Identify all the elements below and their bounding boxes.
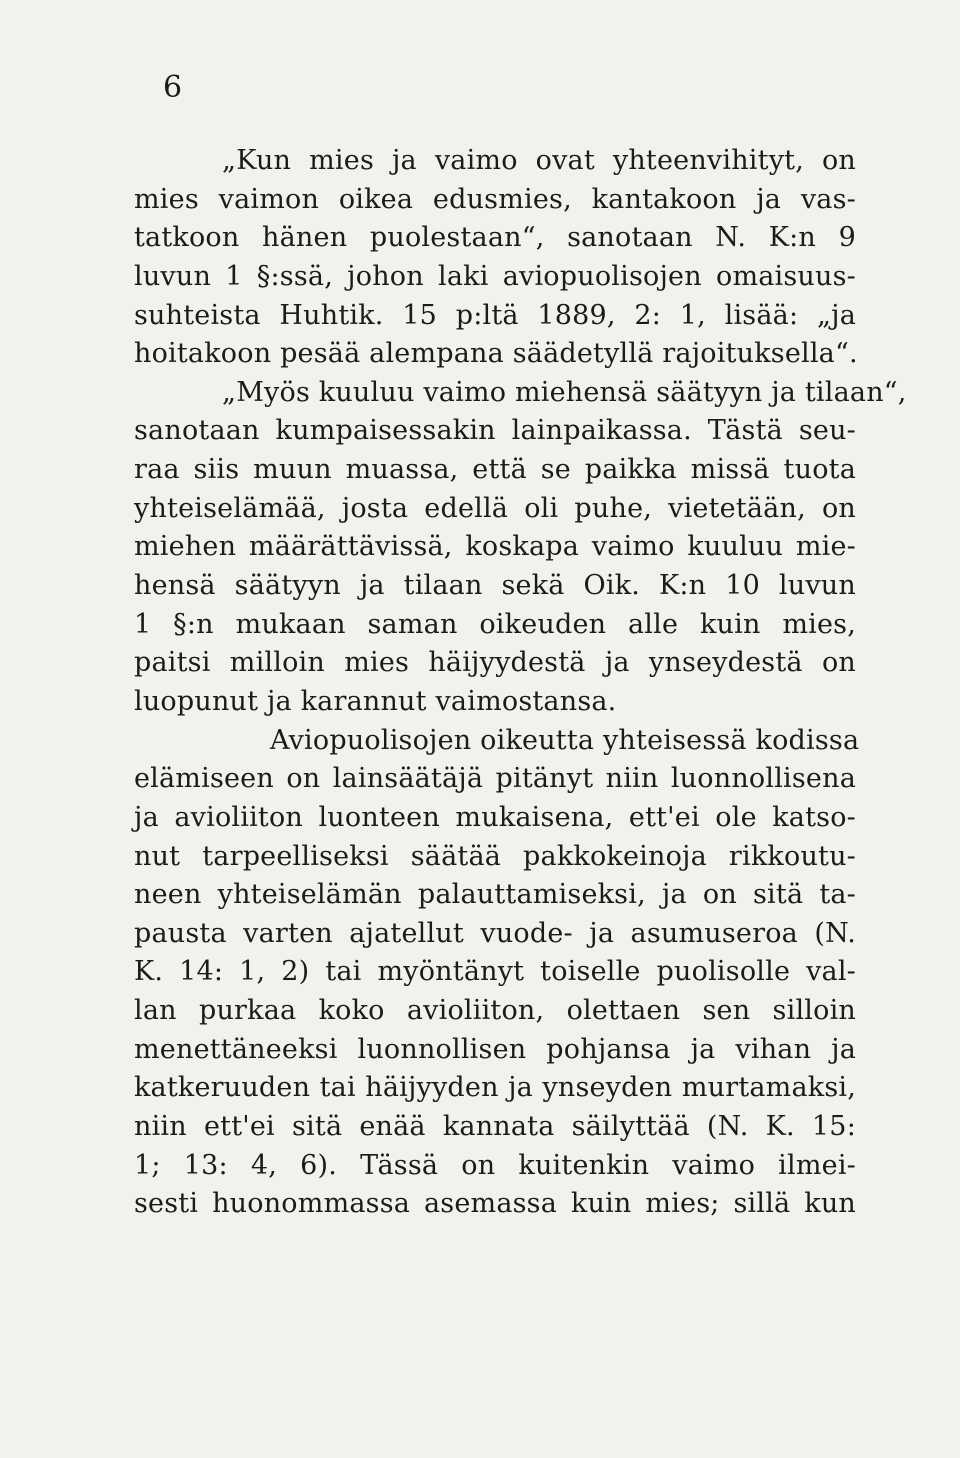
text-line: mies vaimon oikea edusmies, kantakoon ja vas-	[134, 183, 856, 215]
text-line: yhteiselämää, josta edellä oli puhe, vietetään, on	[134, 492, 856, 524]
text-line: luopunut ja karannut vaimostansa.	[134, 685, 617, 717]
text-line: 1; 13: 4, 6). Tässä on kuitenkin vaimo ilmei-	[134, 1149, 856, 1181]
text-line: hoitakoon pesää alempana säädetyllä rajoituksella“.	[134, 338, 858, 370]
text-line: katkeruuden tai häijyyden ja ynseyden murtamaksi,	[134, 1072, 856, 1104]
text-line: miehen määrättävissä, koskapa vaimo kuuluu mie-	[134, 531, 856, 563]
text-line: „Kun mies ja vaimo ovat yhteenvihityt, on	[222, 145, 856, 176]
text-line: 1 §:n mukaan saman oikeuden alle kuin mies,	[134, 608, 856, 640]
text-line: suhteista Huhtik. 15 p:ltä 1889, 2: 1, lisää: „ja	[134, 299, 856, 331]
text-line: luvun 1 §:ssä, johon laki aviopuolisojen omaisuus-	[134, 260, 856, 292]
text-line: pausta varten ajatellut vuode- ja asumuseroa (N.	[134, 917, 856, 949]
page-number: 6	[163, 70, 183, 105]
text-line: menettäneeksi luonnollisen pohjansa ja vihan ja	[134, 1033, 856, 1065]
text-line: sanotaan kumpaisessakin lainpaikassa. Tästä seu-	[134, 415, 856, 447]
text-line: neen yhteiselämän palauttamiseksi, ja on sitä ta-	[134, 879, 856, 911]
text-line: niin ett'ei sitä enää kannata säilyttää (N. K. 15:	[134, 1111, 856, 1143]
text-line: hensä säätyyn ja tilaan sekä Oik. K:n 10 luvun	[134, 570, 856, 602]
text-line: raa siis muun muassa, että se paikka missä tuota	[134, 454, 856, 486]
text-line: K. 14: 1, 2) tai myöntänyt toiselle puolisolle val-	[134, 956, 856, 988]
text-line: paitsi milloin mies häijyydestä ja ynseydestä on	[134, 647, 856, 679]
text-line: lan purkaa koko avioliiton, olettaen sen silloin	[134, 995, 856, 1027]
text-line: nut tarpeelliseksi säätää pakkokeinoja rikkoutu-	[134, 840, 856, 872]
text-line: elämiseen on lainsäätäjä pitänyt niin luonnollisena	[134, 763, 856, 795]
text-line: ja avioliiton luonteen mukaisena, ett'ei ole katso-	[134, 801, 856, 833]
body-text	[134, 142, 907, 1224]
text-line: Aviopuolisojen oikeutta yhteisessä kodissa	[270, 724, 860, 756]
text-line: tatkoon hänen puolestaan“, sanotaan N. K:n 9	[134, 222, 856, 254]
text-line: „Myös kuuluu vaimo miehensä säätyyn ja tilaan“,	[222, 376, 907, 408]
text-line: sesti huonommassa asemassa kuin mies; sillä kun	[134, 1188, 856, 1220]
